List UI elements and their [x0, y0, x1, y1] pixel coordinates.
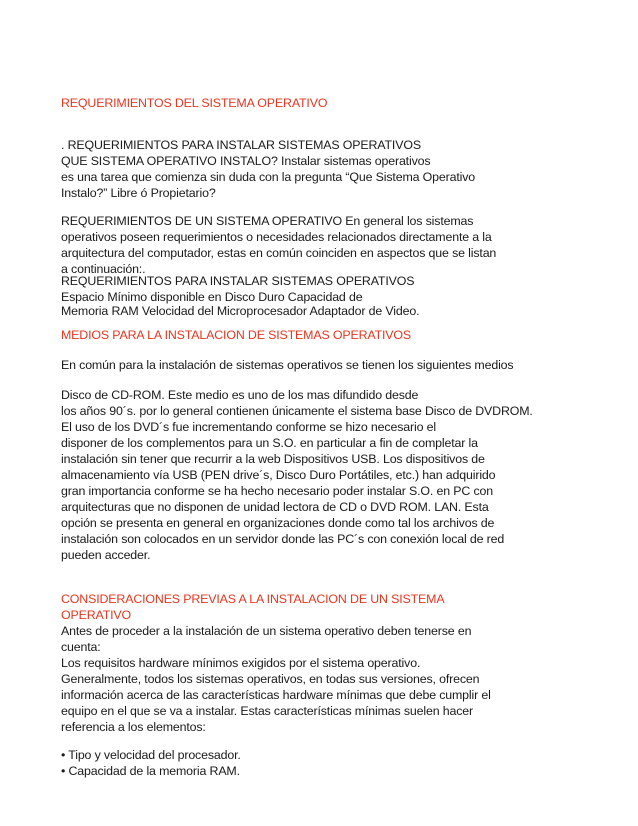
- considerations-line: Los requisitos hardware mínimos exigidos por el sistema operativo.: [61, 656, 421, 670]
- media-line: disponer de los complementos para un S.O. en particular a fin de completar la: [61, 436, 478, 450]
- intro-line: QUE SISTEMA OPERATIVO INSTALO? Instalar sistemas operativos: [61, 154, 431, 168]
- bullet-item: • Capacidad de la memoria RAM.: [61, 764, 240, 778]
- intro-line: . REQUERIMIENTOS PARA INSTALAR SISTEMAS OPERATIVOS: [61, 138, 421, 152]
- heading-considerations: CONSIDERACIONES PREVIAS A LA INSTALACION DE UN SISTEMA: [61, 592, 445, 606]
- media-line: instalación son colocados en un servidor donde las PC´s con conexión local de red: [61, 532, 505, 546]
- considerations-line: información acerca de las características hardware mínimas que debe cumplir el: [61, 688, 491, 702]
- media-line: arquitecturas que no disponen de unidad lectora de CD o DVD ROM. LAN. Esta: [61, 500, 489, 514]
- media-line: los años 90´s. por lo general contienen únicamente el sistema base Disco de DVDROM.: [61, 404, 533, 418]
- media-line: instalación sin tener que recurrir a la web Dispositivos USB. Los dispositivos de: [61, 452, 485, 466]
- requirements-line: REQUERIMIENTOS DE UN SISTEMA OPERATIVO En general los sistemas: [61, 214, 474, 228]
- considerations-line: Generalmente, todos los sistemas operativos, en todas sus versiones, ofrecen: [61, 672, 480, 686]
- requirements-line: a continuación:.: [61, 262, 146, 276]
- requirements-line: REQUERIMIENTOS PARA INSTALAR SISTEMAS OPERATIVOS: [61, 274, 415, 288]
- requirements-line: Espacio Mínimo disponible en Disco Duro Capacidad de: [61, 290, 363, 304]
- media-line: opción se presenta en general en organizaciones donde como tal los archivos de: [61, 516, 495, 530]
- heading-system-requirements: REQUERIMIENTOS DEL SISTEMA OPERATIVO: [61, 96, 328, 110]
- bullet-item: • Tipo y velocidad del procesador.: [61, 748, 241, 762]
- requirements-line: Memoria RAM Velocidad del Microprocesador Adaptador de Video.: [61, 304, 420, 318]
- intro-line: es una tarea que comienza sin duda con la pregunta “Que Sistema Operativo: [61, 170, 476, 184]
- considerations-line: Antes de proceder a la instalación de un sistema operativo deben tenerse en: [61, 624, 472, 638]
- intro-line: Instalo?” Libre ó Propietario?: [61, 186, 216, 200]
- considerations-line: cuenta:: [61, 640, 101, 654]
- media-line: pueden acceder.: [61, 548, 151, 562]
- considerations-line: referencia a los elementos:: [61, 720, 206, 734]
- media-intro: En común para la instalación de sistemas operativos se tienen los siguientes medios: [61, 358, 514, 372]
- considerations-line: equipo en el que se va a instalar. Estas características mínimas suelen hacer: [61, 704, 474, 718]
- media-line: El uso de los DVD´s fue incrementando conforme se hizo necesario el: [61, 420, 436, 434]
- media-line: Disco de CD-ROM. Este medio es uno de los mas difundido desde: [61, 388, 419, 402]
- media-line: gran importancia conforme se ha hecho necesario poder instalar S.O. en PC con: [61, 484, 494, 498]
- heading-considerations: OPERATIVO: [61, 608, 132, 622]
- requirements-line: arquitectura del computador, estas en común coinciden en aspectos que se listan: [61, 246, 497, 260]
- heading-installation-media: MEDIOS PARA LA INSTALACION DE SISTEMAS OPERATIVOS: [61, 328, 411, 342]
- requirements-line: operativos poseen requerimientos o necesidades relacionados directamente a la: [61, 230, 492, 244]
- media-line: almacenamiento vía USB (PEN drive´s, Disco Duro Portátiles, etc.) han adquirido: [61, 468, 496, 482]
